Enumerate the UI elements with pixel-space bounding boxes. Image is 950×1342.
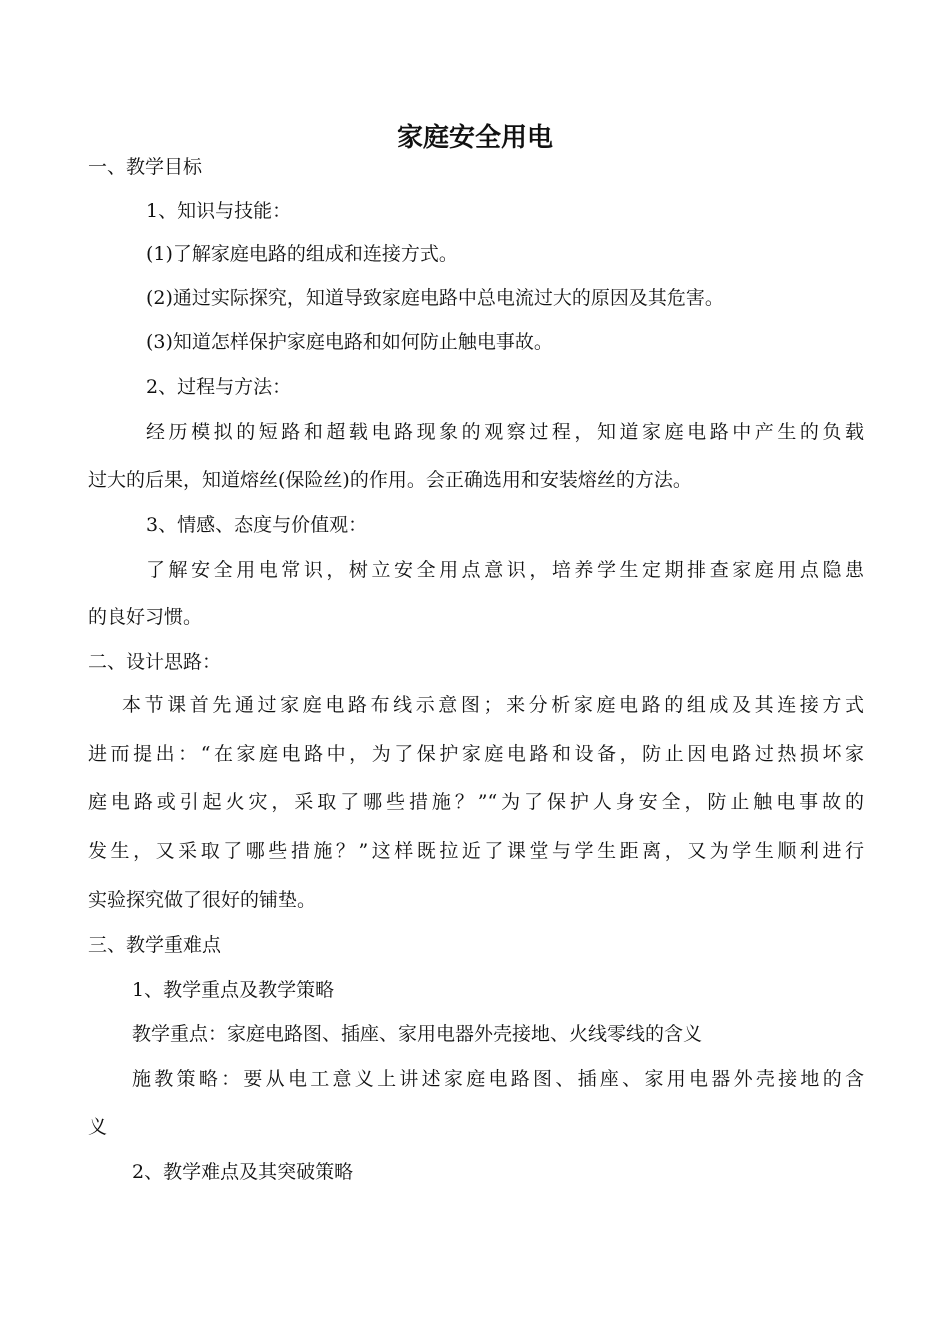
strategy-paragraph-line-1: 施教策略：要从电工意义上讲述家庭电路图、插座、家用电器外壳接地的含	[132, 1068, 864, 1090]
subheading-process-method: 2、过程与方法：	[146, 376, 292, 398]
strategy-paragraph-line-2: 义	[88, 1116, 108, 1138]
goal-item-2: (2)通过实际探究，知道导致家庭电路中总电流过大的原因及其危害。	[146, 287, 724, 309]
design-paragraph-line-3: 庭电路或引起火灾，采取了哪些措施？”“为了保护人身安全，防止触电事故的	[88, 791, 864, 813]
emotion-paragraph-line-2: 的良好习惯。	[88, 606, 203, 628]
emotion-paragraph-line-1: 了解安全用电常识，树立安全用点意识，培养学生定期排查家庭用点隐患	[146, 559, 864, 581]
subheading-emotion-values: 3、情感、态度与价值观：	[146, 514, 368, 536]
section-heading-design-idea: 二、设计思路：	[88, 651, 222, 673]
design-paragraph-line-5: 实验探究做了很好的铺垫。	[88, 889, 317, 911]
goal-item-1: (1)了解家庭电路的组成和连接方式。	[146, 243, 458, 265]
design-paragraph-line-4: 发生，又采取了哪些措施？”这样既拉近了课堂与学生距离，又为学生顺利进行	[88, 840, 864, 862]
goal-item-3: (3)知道怎样保护家庭电路和如何防止触电事故。	[146, 331, 553, 353]
design-paragraph-line-2: 进而提出：“在家庭电路中，为了保护家庭电路和设备，防止因电路过热损坏家	[88, 743, 864, 765]
subheading-knowledge-skills: 1、知识与技能：	[146, 200, 292, 222]
process-paragraph-line-2: 过大的后果，知道熔丝(保险丝)的作用。会正确选用和安装熔丝的方法。	[88, 469, 692, 491]
process-paragraph-line-1: 经历模拟的短路和超载电路现象的观察过程，知道家庭电路中产生的负载	[146, 421, 864, 443]
section-heading-teaching-goals: 一、教学目标	[88, 156, 203, 178]
subheading-difficulty-strategy: 2、教学难点及其突破策略	[132, 1161, 354, 1183]
section-heading-key-points: 三、教学重难点	[88, 934, 222, 956]
design-paragraph-line-1: 本节课首先通过家庭电路布线示意图；来分析家庭电路的组成及其连接方式	[122, 694, 864, 716]
subheading-key-point-strategy: 1、教学重点及教学策略	[132, 979, 335, 1001]
document-title: 家庭安全用电	[396, 123, 553, 153]
key-point-text: 教学重点：家庭电路图、插座、家用电器外壳接地、火线零线的含义	[132, 1023, 703, 1045]
